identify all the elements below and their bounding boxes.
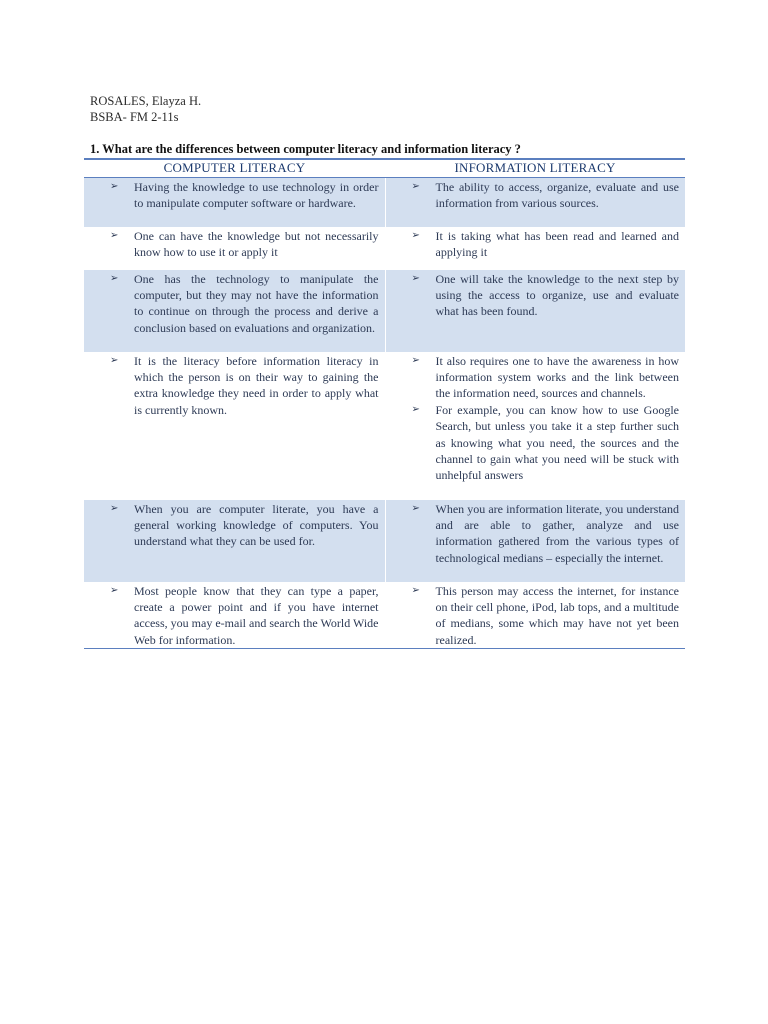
table-row: [84, 500, 685, 582]
computer-literacy-cell: [84, 352, 385, 500]
question-heading: 1. What are the differences between computer literacy and information literacy ?: [90, 142, 521, 156]
table-row: [84, 227, 685, 270]
list-item: [108, 501, 379, 550]
arrowhead-bullet-icon: ➢: [110, 181, 119, 192]
bullet-list: [410, 501, 680, 567]
list-item: [108, 271, 379, 337]
information-literacy-cell: [385, 178, 685, 227]
arrowhead-bullet-icon: ➢: [110, 584, 119, 596]
information-literacy-cell: [385, 582, 685, 649]
information-literacy-cell: [385, 270, 685, 352]
header-information-literacy: INFORMATION LITERACY: [385, 159, 685, 178]
bullet-text: Most people know that they can type a paper, create a power point and if you have internet access, you may e-mail and search the World Wide Web for information.: [134, 583, 379, 647]
list-item: [410, 179, 680, 212]
bullet-text: It is the literacy before information literacy in which the person is on their way to gaining the extra knowledge they need in order to apply what is currently known.: [134, 353, 379, 417]
bullet-list: [108, 228, 379, 261]
bullet-list: [108, 501, 379, 550]
arrowhead-bullet-icon: ➢: [411, 181, 420, 192]
bullet-list: [410, 179, 680, 212]
bullet-text: For example, you can know how to use Google Search, but unless you take it a step further such as knowing what you need, the sources and the channel to gain what you need will be stuck with unhelpful answers: [435, 402, 679, 483]
bullet-text: When you are information literate, you understand and are able to gather, analyze and use information gathered from the various types of technological medians – especially the internet.: [435, 501, 679, 565]
bullet-list: [410, 583, 680, 649]
comparison-table: [84, 158, 685, 649]
arrowhead-bullet-icon: ➢: [411, 229, 420, 241]
computer-literacy-cell: [84, 178, 385, 227]
table-body: [84, 178, 685, 649]
bullet-text: This person may access the internet, for instance on their cell phone, iPod, lab tops, and a multitude of medians, some which may have not yet been realized.: [435, 583, 679, 647]
bullet-text: One has the technology to manipulate the computer, but they may not have the information to continue on through the process and derive a conclusion based on evaluations and organization.: [134, 271, 379, 335]
author-section: BSBA- FM 2-11s: [90, 110, 179, 124]
list-item: [410, 271, 680, 320]
bullet-list: [108, 353, 379, 419]
arrowhead-bullet-icon: ➢: [110, 272, 119, 284]
bullet-list: [410, 353, 680, 484]
information-literacy-cell: [385, 500, 685, 582]
arrowhead-bullet-icon: ➢: [411, 272, 420, 284]
list-item: [410, 583, 680, 649]
bullet-text: It also requires one to have the awareness in how information system works and the link between the information need, sources and channels.: [435, 353, 679, 401]
list-item: [410, 501, 680, 567]
bullet-list: [108, 583, 379, 649]
author-name: ROSALES, Elayza H.: [90, 94, 202, 108]
computer-literacy-cell: [84, 582, 385, 649]
bullet-list: [108, 271, 379, 337]
author-block: [90, 93, 201, 125]
bullet-text: The ability to access, organize, evaluate and use information from various sources.: [435, 180, 679, 211]
information-literacy-cell: [385, 227, 685, 270]
computer-literacy-cell: [84, 270, 385, 352]
bullet-text: Having the knowledge to use technology in order to manipulate computer software or hardware.: [134, 180, 379, 211]
table-row: [84, 270, 685, 352]
table-row: [84, 178, 685, 227]
list-item: [410, 228, 680, 261]
bullet-text: When you are computer literate, you have a general working knowledge of computers. You understand what they can be used for.: [134, 501, 379, 549]
bullet-list: [410, 271, 680, 320]
arrowhead-bullet-icon: ➢: [411, 584, 420, 596]
table-header-row: [84, 159, 685, 178]
header-computer-literacy: COMPUTER LITERACY: [84, 159, 385, 178]
information-literacy-cell: [385, 352, 685, 500]
list-item: [410, 353, 680, 402]
arrowhead-bullet-icon: ➢: [110, 354, 119, 366]
bullet-list: [410, 228, 680, 261]
list-item: [108, 179, 379, 212]
bullet-text: One can have the knowledge but not necessarily know how to use it or apply it: [134, 228, 379, 259]
arrowhead-bullet-icon: ➢: [110, 502, 119, 514]
list-item: [108, 583, 379, 649]
computer-literacy-cell: [84, 500, 385, 582]
arrowhead-bullet-icon: ➢: [411, 403, 420, 415]
bullet-text: One will take the knowledge to the next step by using the access to organize, use and evaluate what has been found.: [435, 271, 679, 319]
list-item: [108, 353, 379, 419]
computer-literacy-cell: [84, 227, 385, 270]
arrowhead-bullet-icon: ➢: [411, 354, 420, 366]
list-item: [410, 402, 680, 484]
table-row: [84, 352, 685, 500]
table-row: [84, 582, 685, 649]
bullet-list: [108, 179, 379, 212]
arrowhead-bullet-icon: ➢: [411, 502, 420, 514]
bullet-text: It is taking what has been read and learned and applying it: [435, 228, 679, 259]
arrowhead-bullet-icon: ➢: [110, 229, 119, 241]
list-item: [108, 228, 379, 261]
